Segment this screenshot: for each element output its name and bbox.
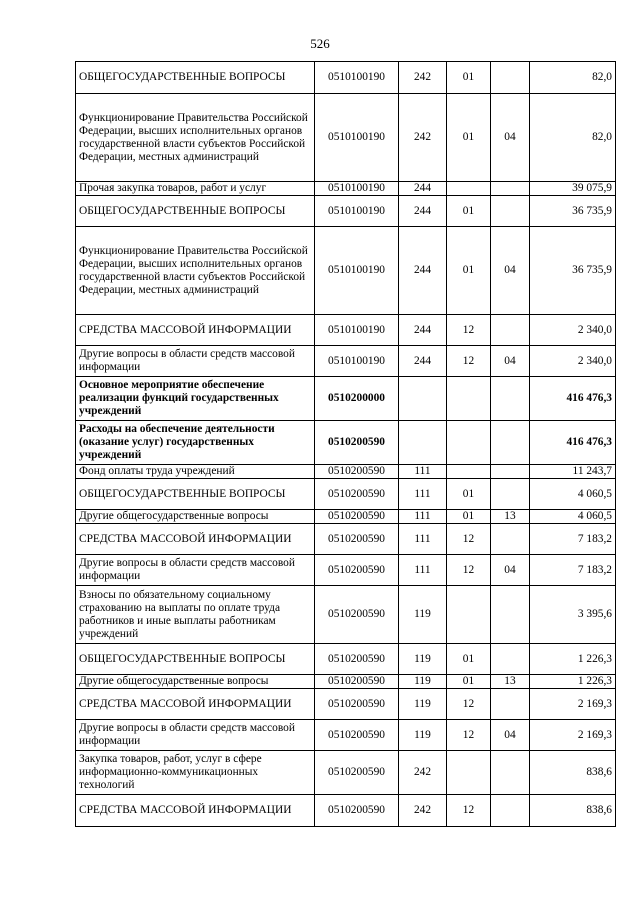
- subsection-code: [491, 689, 530, 720]
- section-code: [447, 465, 491, 479]
- amount-cell: 7 183,2: [530, 524, 616, 555]
- subsection-code: 04: [491, 227, 530, 315]
- budget-item-name: Другие общегосударственные вопросы: [76, 675, 315, 689]
- subsection-code: [491, 465, 530, 479]
- target-article-code: 0510100190: [315, 315, 399, 346]
- table-row: [76, 524, 616, 555]
- target-article-code: 0510200590: [315, 675, 399, 689]
- amount-cell: 1 226,3: [530, 644, 616, 675]
- section-code: 12: [447, 689, 491, 720]
- section-code: 12: [447, 795, 491, 827]
- target-article-code: 0510200590: [315, 555, 399, 586]
- subsection-code: [491, 795, 530, 827]
- amount-cell: 2 169,3: [530, 689, 616, 720]
- table-row: [76, 689, 616, 720]
- target-article-code: 0510200590: [315, 586, 399, 644]
- section-code: 01: [447, 644, 491, 675]
- target-article-code: 0510200590: [315, 421, 399, 465]
- amount-cell: 4 060,5: [530, 510, 616, 524]
- table-row: [76, 751, 616, 795]
- section-code: 12: [447, 524, 491, 555]
- amount-cell: 838,6: [530, 751, 616, 795]
- amount-cell: 3 395,6: [530, 586, 616, 644]
- target-article-code: 0510200590: [315, 510, 399, 524]
- budget-item-name: ОБЩЕГОСУДАРСТВЕННЫЕ ВОПРОСЫ: [76, 644, 315, 675]
- subsection-code: 13: [491, 510, 530, 524]
- subsection-code: [491, 524, 530, 555]
- expense-type-code: 244: [399, 227, 447, 315]
- budget-item-name: Расходы на обеспечение деятельности (оказание услуг) государственных учреждений: [76, 421, 315, 465]
- target-article-code: 0510100190: [315, 196, 399, 227]
- amount-cell: 838,6: [530, 795, 616, 827]
- amount-cell: 416 476,3: [530, 421, 616, 465]
- section-code: [447, 377, 491, 421]
- target-article-code: 0510100190: [315, 227, 399, 315]
- budget-item-name: Другие общегосударственные вопросы: [76, 510, 315, 524]
- table-row: [76, 510, 616, 524]
- budget-item-name: Прочая закупка товаров, работ и услуг: [76, 182, 315, 196]
- section-code: [447, 586, 491, 644]
- subsection-code: [491, 182, 530, 196]
- subsection-code: [491, 479, 530, 510]
- subsection-code: [491, 586, 530, 644]
- target-article-code: 0510100190: [315, 94, 399, 182]
- subsection-code: [491, 196, 530, 227]
- amount-cell: 36 735,9: [530, 196, 616, 227]
- table-row: [76, 346, 616, 377]
- section-code: 12: [447, 346, 491, 377]
- expense-type-code: 244: [399, 315, 447, 346]
- budget-item-name: Закупка товаров, работ, услуг в сфере информационно-коммуникационных технологий: [76, 751, 315, 795]
- amount-cell: 4 060,5: [530, 479, 616, 510]
- section-code: 01: [447, 227, 491, 315]
- table-row: [76, 586, 616, 644]
- table-row: [76, 377, 616, 421]
- subsection-code: 04: [491, 720, 530, 751]
- budget-item-name: ОБЩЕГОСУДАРСТВЕННЫЕ ВОПРОСЫ: [76, 196, 315, 227]
- target-article-code: 0510200000: [315, 377, 399, 421]
- section-code: 01: [447, 62, 491, 94]
- table-row: [76, 227, 616, 315]
- section-code: 12: [447, 555, 491, 586]
- budget-item-name: Другие вопросы в области средств массовой информации: [76, 555, 315, 586]
- expense-type-code: 242: [399, 62, 447, 94]
- budget-item-name: Функционирование Правительства Российской Федерации, высших исполнительных органов государственной власти субъектов Российской Федерации, местных администраций: [76, 94, 315, 182]
- expense-type-code: 111: [399, 555, 447, 586]
- subsection-code: [491, 644, 530, 675]
- amount-cell: 39 075,9: [530, 182, 616, 196]
- target-article-code: 0510100190: [315, 62, 399, 94]
- budget-table: [75, 61, 616, 827]
- section-code: 01: [447, 479, 491, 510]
- expense-type-code: 242: [399, 795, 447, 827]
- page-number: 526: [310, 36, 330, 51]
- expense-type-code: 119: [399, 720, 447, 751]
- target-article-code: 0510200590: [315, 689, 399, 720]
- section-code: 01: [447, 510, 491, 524]
- expense-type-code: 111: [399, 524, 447, 555]
- expense-type-code: [399, 377, 447, 421]
- amount-cell: 2 340,0: [530, 315, 616, 346]
- subsection-code: [491, 377, 530, 421]
- expense-type-code: 111: [399, 465, 447, 479]
- amount-cell: 7 183,2: [530, 555, 616, 586]
- amount-cell: 2 169,3: [530, 720, 616, 751]
- target-article-code: 0510200590: [315, 479, 399, 510]
- table-row: [76, 465, 616, 479]
- budget-item-name: Функционирование Правительства Российской Федерации, высших исполнительных органов государственной власти субъектов Российской Федерации, местных администраций: [76, 227, 315, 315]
- expense-type-code: 119: [399, 644, 447, 675]
- budget-item-name: СРЕДСТВА МАССОВОЙ ИНФОРМАЦИИ: [76, 795, 315, 827]
- amount-cell: 82,0: [530, 62, 616, 94]
- target-article-code: 0510200590: [315, 465, 399, 479]
- target-article-code: 0510200590: [315, 751, 399, 795]
- expense-type-code: 244: [399, 196, 447, 227]
- section-code: 12: [447, 315, 491, 346]
- budget-item-name: СРЕДСТВА МАССОВОЙ ИНФОРМАЦИИ: [76, 689, 315, 720]
- budget-item-name: Взносы по обязательному социальному страхованию на выплаты по оплате труда работников и иные выплаты работникам учреждений: [76, 586, 315, 644]
- budget-item-name: Другие вопросы в области средств массовой информации: [76, 346, 315, 377]
- table-body: [76, 62, 616, 827]
- table-row: [76, 555, 616, 586]
- table-row: [76, 62, 616, 94]
- table-row: [76, 315, 616, 346]
- amount-cell: 1 226,3: [530, 675, 616, 689]
- target-article-code: 0510100190: [315, 346, 399, 377]
- target-article-code: 0510200590: [315, 795, 399, 827]
- budget-item-name: Другие вопросы в области средств массовой информации: [76, 720, 315, 751]
- budget-item-name: ОБЩЕГОСУДАРСТВЕННЫЕ ВОПРОСЫ: [76, 62, 315, 94]
- subsection-code: 04: [491, 94, 530, 182]
- table-row: [76, 182, 616, 196]
- section-code: [447, 182, 491, 196]
- target-article-code: 0510200590: [315, 524, 399, 555]
- budget-item-name: ОБЩЕГОСУДАРСТВЕННЫЕ ВОПРОСЫ: [76, 479, 315, 510]
- table-row: [76, 479, 616, 510]
- amount-cell: 36 735,9: [530, 227, 616, 315]
- subsection-code: [491, 421, 530, 465]
- table-row: [76, 675, 616, 689]
- expense-type-code: 111: [399, 479, 447, 510]
- table-row: [76, 196, 616, 227]
- table-row: [76, 720, 616, 751]
- expense-type-code: 242: [399, 94, 447, 182]
- section-code: [447, 421, 491, 465]
- expense-type-code: 119: [399, 586, 447, 644]
- budget-item-name: СРЕДСТВА МАССОВОЙ ИНФОРМАЦИИ: [76, 315, 315, 346]
- target-article-code: 0510100190: [315, 182, 399, 196]
- budget-item-name: Основное мероприятие обеспечение реализации функций государственных учреждений: [76, 377, 315, 421]
- subsection-code: 04: [491, 346, 530, 377]
- section-code: 01: [447, 196, 491, 227]
- section-code: [447, 751, 491, 795]
- section-code: 01: [447, 94, 491, 182]
- section-code: 01: [447, 675, 491, 689]
- amount-cell: 11 243,7: [530, 465, 616, 479]
- budget-item-name: СРЕДСТВА МАССОВОЙ ИНФОРМАЦИИ: [76, 524, 315, 555]
- amount-cell: 2 340,0: [530, 346, 616, 377]
- budget-item-name: Фонд оплаты труда учреждений: [76, 465, 315, 479]
- expense-type-code: 244: [399, 346, 447, 377]
- expense-type-code: 119: [399, 689, 447, 720]
- expense-type-code: 119: [399, 675, 447, 689]
- target-article-code: 0510200590: [315, 720, 399, 751]
- subsection-code: 13: [491, 675, 530, 689]
- table-row: [76, 94, 616, 182]
- table-row: [76, 421, 616, 465]
- subsection-code: [491, 62, 530, 94]
- amount-cell: 416 476,3: [530, 377, 616, 421]
- subsection-code: 04: [491, 555, 530, 586]
- target-article-code: 0510200590: [315, 644, 399, 675]
- section-code: 12: [447, 720, 491, 751]
- subsection-code: [491, 751, 530, 795]
- table-row: [76, 644, 616, 675]
- amount-cell: 82,0: [530, 94, 616, 182]
- table-row: [76, 795, 616, 827]
- expense-type-code: 111: [399, 510, 447, 524]
- subsection-code: [491, 315, 530, 346]
- expense-type-code: 242: [399, 751, 447, 795]
- expense-type-code: 244: [399, 182, 447, 196]
- expense-type-code: [399, 421, 447, 465]
